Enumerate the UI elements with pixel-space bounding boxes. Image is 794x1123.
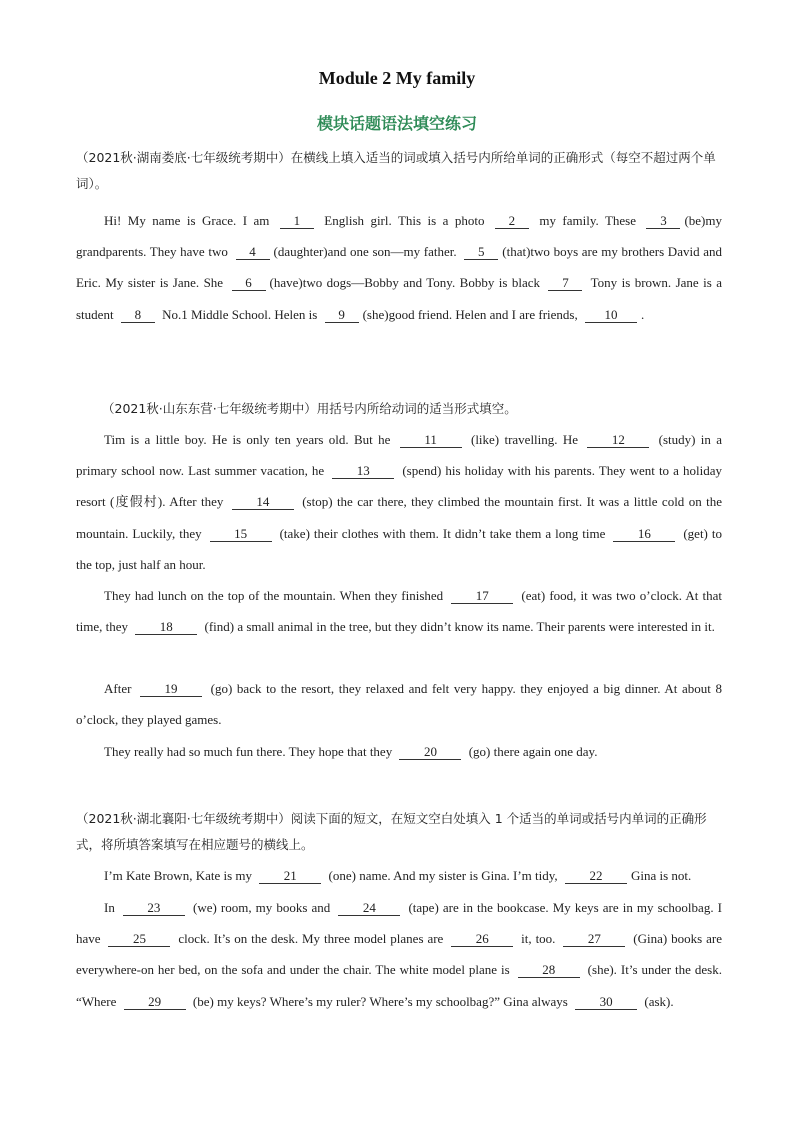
answer-blank-6: 6 — [232, 275, 266, 291]
paragraph-text: (get) to the top, just half an hour. — [76, 525, 723, 572]
paragraph-text: (eat) food, it was two o’clock. At that time, they — [76, 588, 722, 635]
answer-blank-8: 8 — [121, 307, 155, 323]
paragraph-text: it, too. — [517, 931, 560, 947]
answer-blank-21: 21 — [259, 868, 321, 884]
paragraph-text: In — [104, 900, 119, 915]
paragraph-text: (stop) the car there, they climbed the mountain first. It was a little cold on the mountain. Luckily, they — [76, 494, 722, 541]
answer-blank-10: 10 — [585, 307, 637, 323]
section2-paragraph-3 — [76, 673, 722, 735]
paragraph-text: (daughter)and one son—my father. — [273, 244, 461, 260]
answer-blank-7: 7 — [548, 275, 582, 291]
answer-blank-16: 16 — [613, 526, 675, 542]
paragraph-text: They really had so much fun there. They hope that they — [104, 744, 396, 759]
answer-blank-2: 2 — [495, 213, 529, 229]
paragraph-text: Tim is a little boy. He is only ten years old. But he — [104, 432, 396, 447]
answer-blank-24: 24 — [338, 900, 400, 916]
answer-blank-1: 1 — [280, 213, 314, 229]
section3-instruction: （2021秋·湖北襄阳·七年级统考期中）阅读下面的短文，在短文空白处填入 1 个适当的单词或括号内单词的正确形式，将所填答案填写在相应题号的横线上。 — [76, 811, 707, 852]
paragraph-text: I’m Kate Brown, Kate is my — [104, 868, 256, 883]
paragraph-text: (she). It’s under the desk. “Where — [76, 962, 722, 1009]
section2-paragraph-1 — [76, 424, 722, 580]
answer-blank-4: 4 — [236, 244, 270, 260]
paragraph-text: . — [640, 306, 645, 322]
paragraph-text: (like) travelling. He — [465, 432, 584, 447]
answer-blank-26: 26 — [451, 931, 513, 947]
section1-paragraph — [76, 205, 722, 330]
answer-blank-9: 9 — [325, 307, 359, 323]
section2-instruction: （2021秋·山东东营·七年级统考期中）用括号内所给动词的适当形式填空。 — [102, 401, 517, 416]
paragraph-text: (she)good friend. Helen and I are friends, — [362, 306, 581, 322]
paragraph-text: (we) room, my books and — [188, 900, 335, 915]
section3-paragraph-1 — [76, 860, 722, 891]
answer-blank-3: 3 — [646, 213, 680, 229]
paragraph-text: (have)two dogs—Bobby and Tony. Bobby is black — [269, 275, 545, 291]
answer-blank-19: 19 — [140, 681, 202, 697]
answer-blank-20: 20 — [399, 744, 461, 760]
answer-blank-25: 25 — [108, 931, 170, 947]
paragraph-text: (Gina) books are everywhere-on her bed, on the sofa and under the chair. The white model plane is — [76, 931, 723, 978]
answer-blank-13: 13 — [332, 463, 394, 479]
paragraph-text: Gina is not. — [630, 868, 692, 883]
paragraph-text: (go) back to the resort, they relaxed and felt very happy. they enjoyed a big dinner. At about 8 o’clock, they played games. — [76, 681, 722, 728]
paragraph-text: (that)two boys are my brothers David and Eric. My sister is Jane. She — [76, 244, 722, 291]
answer-blank-17: 17 — [451, 588, 513, 604]
paragraph-text: (ask). — [641, 993, 674, 1009]
section2-paragraph-4 — [76, 736, 722, 767]
answer-blank-5: 5 — [464, 244, 498, 260]
answer-blank-15: 15 — [210, 526, 272, 542]
section3-paragraph-2 — [76, 892, 722, 1017]
paragraph-text: Hi! My name is Grace. I am — [104, 213, 276, 228]
section2-paragraph-2 — [76, 580, 722, 642]
paragraph-text: (one) name. And my sister is Gina. I’m tidy, — [325, 868, 561, 883]
answer-blank-11: 11 — [400, 432, 462, 448]
paragraph-text: Tony is brown. Jane is a student — [76, 275, 722, 322]
answer-blank-12: 12 — [587, 432, 649, 448]
answer-blank-28: 28 — [518, 962, 580, 978]
paragraph-text: (take) their clothes with them. It didn’t take them a long time — [275, 525, 610, 541]
answer-blank-23: 23 — [123, 900, 185, 916]
answer-blank-22: 22 — [565, 868, 627, 884]
paragraph-text: (be)my grandparents. They have two — [76, 213, 722, 260]
paragraph-text: (tape) are in the bookcase. My keys are in my schoolbag. I have — [76, 900, 722, 947]
answer-blank-29: 29 — [124, 994, 186, 1010]
paragraph-text: English girl. This is a photo — [317, 213, 491, 228]
paragraph-text: No.1 Middle School. Helen is — [158, 306, 321, 322]
paragraph-text: They had lunch on the top of the mountain. When they finished — [104, 588, 448, 603]
answer-blank-14: 14 — [232, 494, 294, 510]
page-subtitle: 模块话题语法填空练习 — [316, 114, 477, 133]
section1-instruction: （2021秋·湖南娄底·七年级统考期中）在横线上填入适当的词或填入括号内所给单词的正确形式（每空不超过两个单词）。 — [76, 150, 716, 191]
paragraph-text: (go) there again one day. — [465, 744, 598, 759]
paragraph-text: (study) in a primary school now. Last summer vacation, he — [76, 432, 722, 479]
paragraph-text: clock. It’s on the desk. My three model planes are — [174, 931, 448, 947]
answer-blank-30: 30 — [575, 994, 637, 1010]
paragraph-text: my family. These — [532, 213, 643, 228]
answer-blank-27: 27 — [563, 931, 625, 947]
paragraph-text: After — [104, 681, 137, 696]
paragraph-text: (spend) his holiday with his parents. They went to a holiday resort (度假村). After they — [76, 463, 722, 510]
answer-blank-18: 18 — [135, 619, 197, 635]
paragraph-text: (be) my keys? Where’s my ruler? Where’s my schoolbag?” Gina always — [189, 993, 572, 1009]
paragraph-text: (find) a small animal in the tree, but they didn’t know its name. Their parents were interested in it. — [201, 619, 715, 635]
page-title: Module 2 My family — [318, 68, 476, 88]
